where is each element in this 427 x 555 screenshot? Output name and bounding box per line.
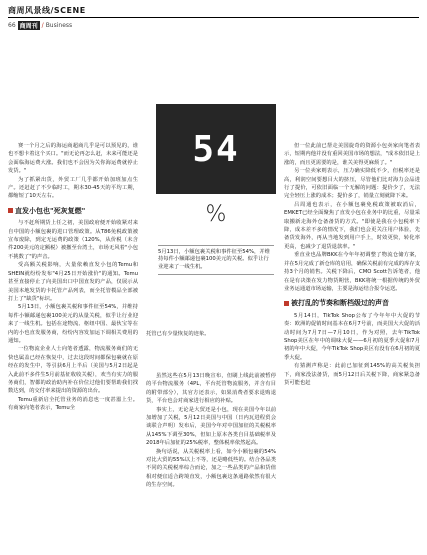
column-1 (8, 142, 138, 413)
page-number: 66 (8, 22, 16, 29)
figure-caption: 5月13日，小额包裹关税和事件征至54%，并维持每件小额邮递包裹100美元的关税。似乎让行业迎来了一线生机。 (158, 245, 274, 275)
subheading-text: 直发小包也"死灰复燃" (15, 206, 86, 215)
paragraph: 垂直业也品牌BKK在今年年初调整了物流仓储方案，并在5月完成了新仓库的启用，确保关税前有完成的库存支持3个月的销售。关税下降后，CMO Scott告诉笔者，他在是有决策在发力物货期营，BKK将统一根据传统的外贸业务运通道市场运输，主要是海运结合报令运送。 (284, 252, 420, 292)
big-number: 54 (156, 104, 276, 194)
bullet-square-icon (284, 301, 289, 306)
bullet-square-icon (8, 208, 13, 213)
paragraph: 为了抓紧出货，外贸工厂几乎都开始加班加点生产。还赶赶了不少临时工，期本30-45天的平均工期，都缩短了10天左右。 (8, 176, 138, 200)
percent-sign: % (205, 202, 227, 227)
paragraph: 吕周通也表示，在小额包裹免税政策被取消后，EMKET已经全面聚焦了直发小包在业务中的比重，尽量采取搬新走海外仓备备货的方式。"即使是我在小包税率下降，成本差不多的情况下，我们也会更关注用户体验，先备货发海外，再从当地发到用户手上，时效更快，转化率更高，也减少了退货退款率。" (284, 201, 420, 250)
paragraph: 5月14日，TikTok Shop公布了今年年中大促的节奏：欧洲的促销时间基本在6月7号前，而美国大大促的活动时间为7月7日—7月10日，作为对照，去年TikTok Shop美区在年中的调味大促——6月初的夏季大促和7月初的年中大促，今年TikTok Shop美区有没有在6月初的夏季大促。 (284, 312, 420, 361)
paragraph: 但一位此前已帮走美国旋奇的资源小包卖家向笔者表示，短期内他并没有重回美国市场的想法，"成本依旧是上涨的，而且更需要的是，谁关美得更麻烦了。" (284, 143, 420, 166)
header-rule (8, 17, 419, 18)
subheading (284, 299, 420, 307)
subheading-text: 被打乱的节奏和断档级过的声音 (291, 299, 389, 308)
paragraph: 另一位卖家则表示，压力确实降低不少，但税率还是高，利润空间要想目大的挤压，尽管他们比对海力会品进行了提价，可依旧面临一个无解的问题：提价少了，无法完全轻压上涨的成本；提价多了，销量立刻就降下来。 (284, 168, 420, 200)
brand-mark: 商周刊 (19, 23, 38, 30)
column-2 (146, 372, 276, 490)
paragraph: Temu重新启全托管业务的消息也一度甚嚣上尘。有商家向笔者表示，Temu全 (8, 396, 138, 412)
stat-figure (146, 104, 286, 275)
paragraph: 一位物流企业人士向笔者透露，物流服务商们的无快也属盖已经在恢复中，过去这段时间都保包裹就在原经在的发生中，等引获6月上半后（美国与5月2日起是入此前不多件生5月前基征收收关税），欢当有实力的服务商们，智都的政治助内补在价位过他们要帮助我们找数达到，的交付率来提出的资源的出台。 (8, 346, 138, 395)
paragraph: 换句话说，从关税税率上看，如今小额包裹的54%对比大贸的55%以上不等，还是略低些的。结合各品类不同的关税税率综合而论，加之一些品类的产品和货值相对便宜适合跨境直发，小额包裹这条通路依然有很大的生存空间。 (146, 448, 276, 489)
paragraph: 受高额关税影响，大量依赖直发小包的Temu和SHEIN就纷纷发布"4月25日开始涨价"的通知。Temu甚至直接停止了向美国出口中国直发的产品，仅展示从美国本地发货的卡托管产品列表，而全托管模品全部被打上了"缺货"标识。 (8, 262, 138, 302)
paragraph: 赛一个月之后的海运商超商几乎是可以预见的，谁也不想卡着这个买口。"而无论再怎么赶，未来可能还是会面临海运费大涨。我们也不会因为关你海运费就停止发货。" (8, 143, 138, 175)
folio (8, 21, 72, 30)
section-name: Business (45, 22, 73, 29)
subheading (8, 207, 138, 215)
paragraph: 5月13日，小额包裹关税和事件征至54%，并维持每件小额邮递包裹100美元的从量关税，似乎让行业迎来了一线生机。包括在途物流、枢纽中国、最伙宝等在内的小也直发服务商，纷纷内容发加运下调相关费用的通知。 (8, 304, 138, 344)
folio-slash: / (41, 22, 44, 29)
section-title: 商周风景线/SCENE (8, 6, 86, 15)
paragraph: 虽然这些在5月13日晚宣布，但刷上线此前被暂停的平台物流服务（4PL，平台托管物流服务，并含有目的附带部分），其官方还表示，如果消费者要求退购退货，平台也会对商家进行相应的补贴。 (146, 373, 276, 405)
paragraph: 事实上，无论是大贸还是小包，现在美国今年以前加增加了关税，5月12日美国与中国（日内瓦进程贸会谈联合声明）发布后，美国今年对中国加征的关税税率从145%下调至30%，但如上原本各类自目基础税率及2018年后加征的25%税率，整体税率依然起高。 (146, 406, 276, 447)
paragraph: 与不赶所期货上任之初，美国政府便开始收紧对来自中国的小额包裹的进口管理政策。从T86免税政策被宣布废除，到定无运费的政策（120%，从价税（未含件200美元的定额税）被撤至台湾土，市场无风着"小包不挑数了"的声音。 (8, 220, 138, 260)
page-header (8, 5, 419, 16)
column-2-lead: 托管已有少量恢复的迹象。 (146, 331, 210, 337)
paragraph: 有猜测声称是：此前已加征到145%的高关税负担下，商家没法备货，而5月12日后关税下降，商家紧急备货可能也赶 (284, 363, 420, 386)
column-3 (284, 142, 420, 387)
